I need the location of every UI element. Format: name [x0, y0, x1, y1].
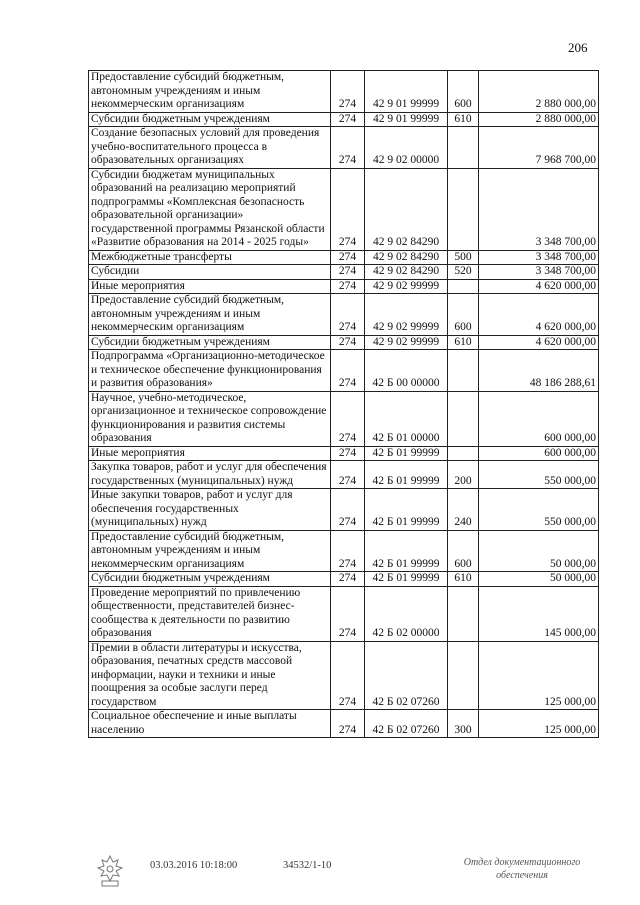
row-expense-type	[448, 586, 479, 641]
table-row	[89, 710, 599, 738]
row-expense-type: 600	[448, 530, 479, 572]
row-code: 274	[331, 710, 365, 738]
row-expense-type: 520	[448, 265, 479, 280]
row-amount: 2 880 000,00	[479, 112, 599, 127]
row-code: 274	[331, 641, 365, 710]
table-row	[89, 641, 599, 710]
row-amount: 4 620 000,00	[479, 279, 599, 294]
row-target-article: 42 9 02 99999	[365, 335, 448, 350]
row-target-article: 42 9 02 99999	[365, 279, 448, 294]
row-expense-type: 610	[448, 335, 479, 350]
row-code: 274	[331, 446, 365, 461]
row-amount: 2 880 000,00	[479, 71, 599, 113]
row-name: Субсидии бюджетным учреждениям	[89, 112, 331, 127]
row-expense-type: 600	[448, 294, 479, 336]
row-code: 274	[331, 530, 365, 572]
table-row	[89, 489, 599, 531]
row-name: Социальное обеспечение и иные выплаты населению	[89, 710, 331, 738]
row-code: 274	[331, 250, 365, 265]
row-name: Закупка товаров, работ и услуг для обеспечения государственных (муниципальных) нужд	[89, 461, 331, 489]
page-number: 206	[568, 40, 588, 55]
row-target-article: 42 9 01 99999	[365, 112, 448, 127]
row-amount: 600 000,00	[479, 391, 599, 446]
row-target-article: 42 9 02 99999	[365, 294, 448, 336]
row-name: Создание безопасных условий для проведения учебно-воспитательного процесса в образовательных организациях	[89, 127, 331, 169]
row-name: Иные мероприятия	[89, 446, 331, 461]
row-code: 274	[331, 461, 365, 489]
row-name: Субсидии бюджетным учреждениям	[89, 572, 331, 587]
row-target-article: 42 9 01 99999	[365, 71, 448, 113]
row-target-article: 42 9 02 00000	[365, 127, 448, 169]
row-amount: 550 000,00	[479, 489, 599, 531]
row-code: 274	[331, 335, 365, 350]
row-amount: 600 000,00	[479, 446, 599, 461]
row-expense-type: 610	[448, 112, 479, 127]
table-row	[89, 71, 599, 113]
emblem-icon	[96, 854, 124, 888]
table-row	[89, 335, 599, 350]
row-target-article: 42 Б 00 00000	[365, 350, 448, 392]
row-amount: 3 348 700,00	[479, 265, 599, 280]
row-name: Предоставление субсидий бюджетным, автономным учреждениям и иным некоммерческим организациям	[89, 71, 331, 113]
row-target-article: 42 Б 02 07260	[365, 710, 448, 738]
row-expense-type	[448, 641, 479, 710]
row-expense-type: 240	[448, 489, 479, 531]
row-amount: 125 000,00	[479, 710, 599, 738]
row-name: Научное, учебно-методическое, организационное и техническое сопровождение функционирования и развития системы образования	[89, 391, 331, 446]
row-target-article: 42 Б 02 07260	[365, 641, 448, 710]
row-name: Премии в области литературы и искусства, образования, печатных средств массовой информации, науки и техники и иные поощрения за особые заслуги перед государством	[89, 641, 331, 710]
row-code: 274	[331, 391, 365, 446]
table-row	[89, 586, 599, 641]
budget-table	[88, 70, 599, 738]
row-code: 274	[331, 112, 365, 127]
row-name: Субсидии	[89, 265, 331, 280]
row-expense-type	[448, 279, 479, 294]
row-expense-type: 300	[448, 710, 479, 738]
row-name: Иные мероприятия	[89, 279, 331, 294]
table-row	[89, 250, 599, 265]
table-row	[89, 294, 599, 336]
row-code: 274	[331, 168, 365, 250]
row-target-article: 42 9 02 84290	[365, 265, 448, 280]
table-row	[89, 112, 599, 127]
table-row	[89, 391, 599, 446]
row-expense-type	[448, 168, 479, 250]
footer-department-line-1: Отдел документационного	[463, 857, 581, 868]
row-target-article: 42 Б 02 00000	[365, 586, 448, 641]
row-name: Межбюджетные трансферты	[89, 250, 331, 265]
row-target-article: 42 Б 01 99999	[365, 446, 448, 461]
row-target-article: 42 Б 01 99999	[365, 530, 448, 572]
row-amount: 50 000,00	[479, 530, 599, 572]
row-amount: 50 000,00	[479, 572, 599, 587]
row-code: 274	[331, 489, 365, 531]
row-expense-type: 600	[448, 71, 479, 113]
row-expense-type: 200	[448, 461, 479, 489]
row-code: 274	[331, 350, 365, 392]
row-expense-type: 610	[448, 572, 479, 587]
row-expense-type	[448, 391, 479, 446]
row-amount: 48 186 288,61	[479, 350, 599, 392]
budget-table-body	[89, 71, 599, 738]
table-row	[89, 530, 599, 572]
table-row	[89, 350, 599, 392]
row-amount: 3 348 700,00	[479, 250, 599, 265]
row-name: Подпрограмма «Организационно-методическое и техническое обеспечение функционирования и развития образования»	[89, 350, 331, 392]
table-row	[89, 127, 599, 169]
table-row	[89, 461, 599, 489]
row-code: 274	[331, 586, 365, 641]
row-code: 274	[331, 127, 365, 169]
row-code: 274	[331, 572, 365, 587]
row-name: Предоставление субсидий бюджетным, автономным учреждениям и иным некоммерческим организациям	[89, 294, 331, 336]
footer-doc-number: 34532/1-10	[283, 860, 332, 871]
row-amount: 145 000,00	[479, 586, 599, 641]
row-target-article: 42 9 02 84290	[365, 168, 448, 250]
row-target-article: 42 Б 01 99999	[365, 461, 448, 489]
row-amount: 7 968 700,00	[479, 127, 599, 169]
row-name: Предоставление субсидий бюджетным, автономным учреждениям и иным некоммерческим организациям	[89, 530, 331, 572]
row-target-article: 42 9 02 84290	[365, 250, 448, 265]
row-expense-type	[448, 350, 479, 392]
footer-department	[447, 856, 597, 882]
row-code: 274	[331, 71, 365, 113]
row-target-article: 42 Б 01 00000	[365, 391, 448, 446]
row-expense-type	[448, 446, 479, 461]
row-name: Иные закупки товаров, работ и услуг для обеспечения государственных (муниципальных) нужд	[89, 489, 331, 531]
row-name: Субсидии бюджетным учреждениям	[89, 335, 331, 350]
footer-datetime: 03.03.2016 10:18:00	[150, 860, 238, 871]
row-amount: 3 348 700,00	[479, 168, 599, 250]
row-code: 274	[331, 279, 365, 294]
row-expense-type: 500	[448, 250, 479, 265]
row-expense-type	[448, 127, 479, 169]
table-row	[89, 168, 599, 250]
row-name: Проведение мероприятий по привлечению общественности, представителей бизнес-сообщества к деятельности по развитию образования	[89, 586, 331, 641]
table-row	[89, 446, 599, 461]
table-row	[89, 265, 599, 280]
row-code: 274	[331, 265, 365, 280]
row-name: Субсидии бюджетам муниципальных образований на реализацию мероприятий подпрограммы «Комплексная безопасность образовательной организации» государственной программы Рязанской области «Развитие образования на 2014 - 2025 годы»	[89, 168, 331, 250]
row-amount: 4 620 000,00	[479, 294, 599, 336]
row-amount: 550 000,00	[479, 461, 599, 489]
row-amount: 125 000,00	[479, 641, 599, 710]
row-amount: 4 620 000,00	[479, 335, 599, 350]
table-row	[89, 572, 599, 587]
row-target-article: 42 Б 01 99999	[365, 489, 448, 531]
footer-department-line-2: обеспечения	[496, 870, 548, 881]
row-target-article: 42 Б 01 99999	[365, 572, 448, 587]
table-row	[89, 279, 599, 294]
row-code: 274	[331, 294, 365, 336]
